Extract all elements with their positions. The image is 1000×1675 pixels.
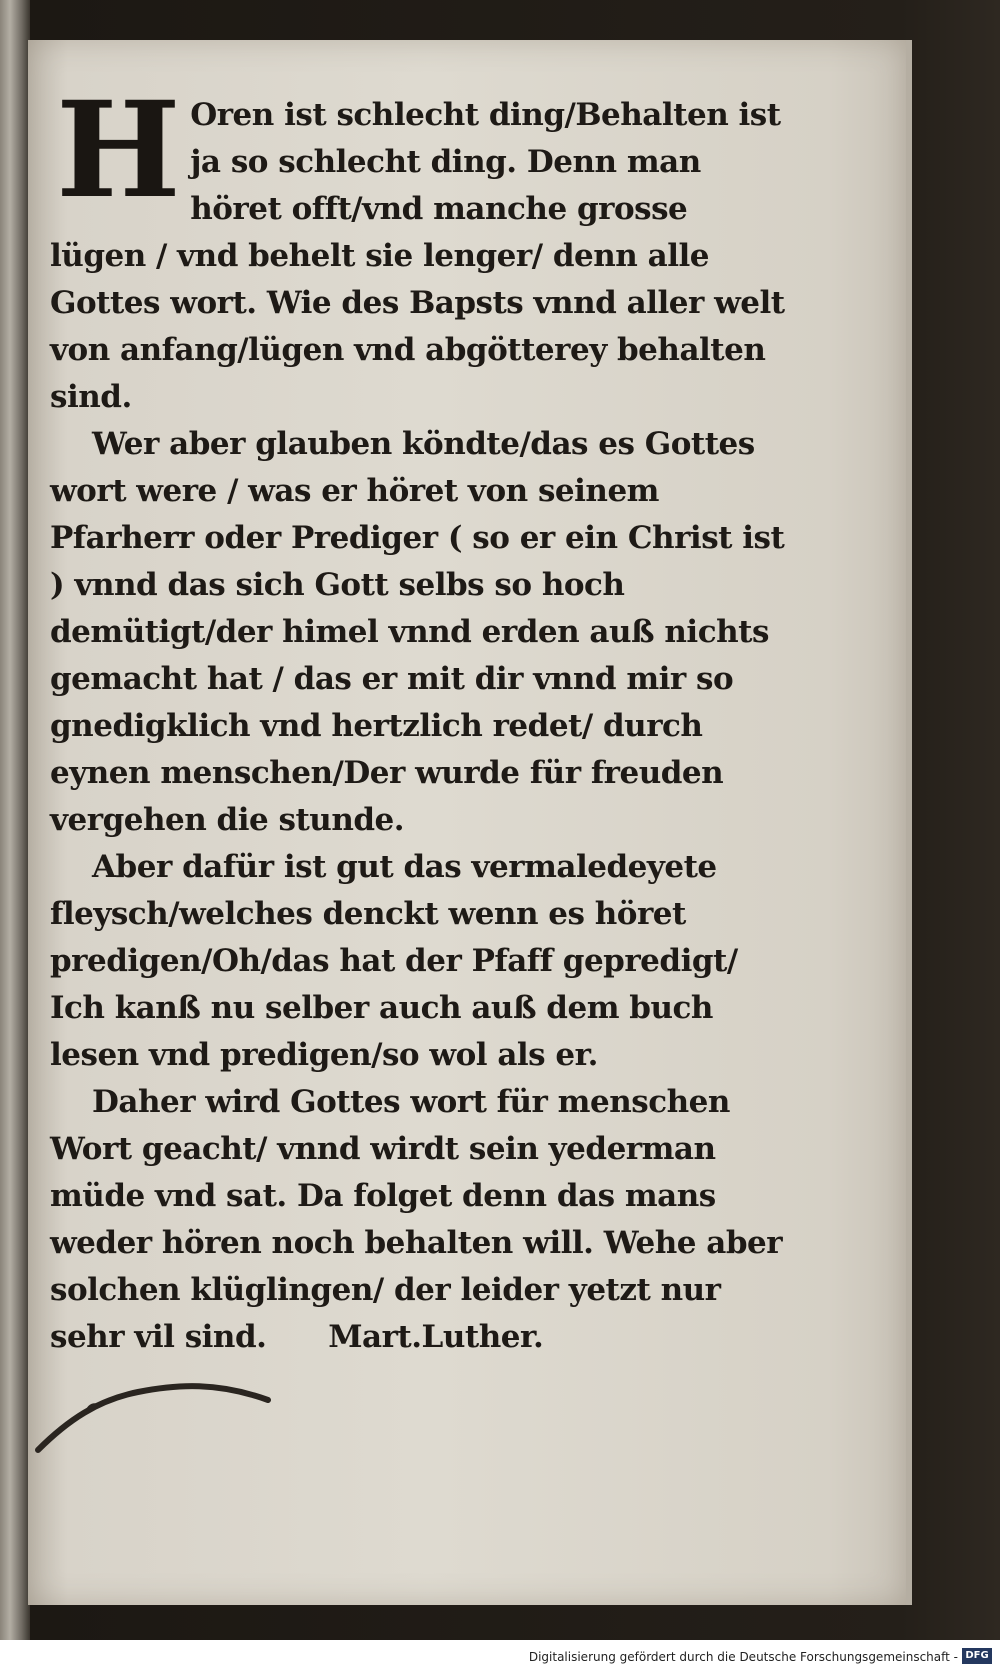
ink-scribble [28, 1370, 278, 1460]
signature: Mart.Luther. [328, 1319, 544, 1355]
dfg-logo: DFG [962, 1648, 992, 1664]
paragraph-2: Wer aber glauben köndte/das es Gottes wort were / was er höret von seinem Pfarherr oder Prediger ( so er ein Christ ist ) vnnd das sich Gott selbs so hoch demütigt/der himel vnnd erden auß nichts gemacht hat / das er mit dir vnnd mir so gnedigklich vnd hertzlich redet/ durch eynen menschen/Der wurde für freuden vergehen die stunde. [50, 426, 785, 838]
paragraph-3: Aber dafür ist gut das vermaledeyete fleysch/welches denckt wenn es höret predigen/Oh/das hat der Pfaff gepredigt/ Ich kanß nu selber auch auß dem buch lesen vnd predigen/so wol als er. [50, 849, 738, 1073]
drop-cap: H [56, 73, 181, 228]
paragraph-1-text: Oren ist schlecht ding/Behalten ist ja so schlecht ding. Denn man höret offt/vnd manche grosse lügen / vnd behelt sie lenger/ denn alle Gottes wort. Wie des Bapsts vnnd aller welt von anfang/lügen vnd abgötterey behalten sind. [50, 97, 785, 415]
text-block [50, 73, 790, 1361]
paragraph-1 [50, 73, 790, 421]
book-page [28, 40, 912, 1605]
paragraph-4-text: Daher wird Gottes wort für menschen Wort geacht/ vnnd wirdt sein yederman müde vnd sat. Da folget denn das mans weder hören noch behalten will. Wehe aber solchen klüglingen/ der leider yetzt nur sehr vil sind. [50, 1084, 783, 1355]
footer-credit: Digitalisierung gefördert durch die Deutsche Forschungsgemeinschaft - [528, 1650, 958, 1664]
book-binding [0, 0, 30, 1640]
paragraph-4 [50, 1079, 790, 1361]
digitization-footer [0, 1640, 1000, 1675]
